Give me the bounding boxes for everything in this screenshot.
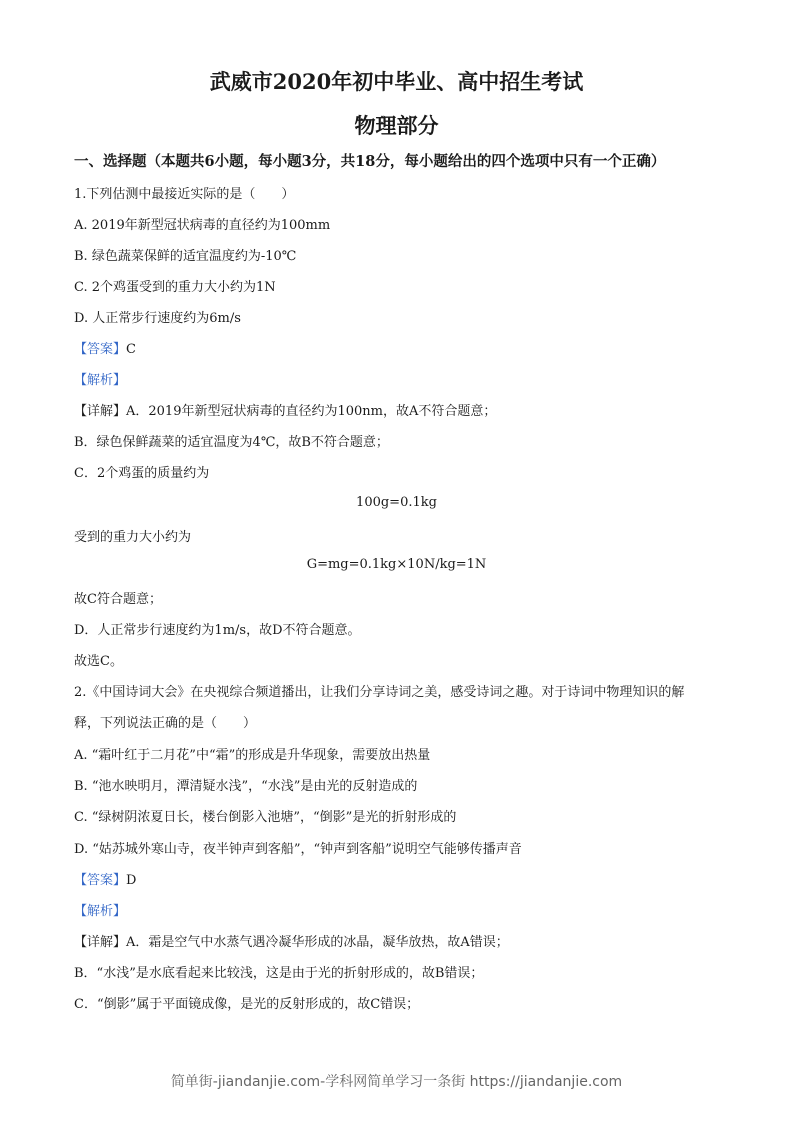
q2-detail-b: B．“水浅”是水底看起来比较浅，这是由于光的折射形成的，故B错误； — [74, 966, 484, 981]
q1-detail-c-conclusion: 故C符合题意； — [74, 592, 162, 607]
q1-stem: 1.下列估测中最接近实际的是（ ） — [74, 187, 295, 202]
q1-final-choice: 故选C。 — [74, 654, 123, 669]
q2-option-a: A. “霜叶红于二月花”中“霜”的形成是升华现象，需要放出热量 — [74, 748, 431, 763]
page-subtitle: 物理部分 — [354, 113, 439, 138]
q1-analysis-tag: 【解析】 — [74, 373, 127, 388]
q1-option-c: C. 2个鸡蛋受到的重力大小约为1N — [74, 280, 276, 295]
q1-detail-a: 【详解】A．2019年新型冠状病毒的直径约为100nm，故A不符合题意； — [74, 404, 497, 419]
q2-detail-a: 【详解】A．霜是空气中水蒸气遇冷凝华形成的冰晶，凝华放热，故A错误； — [74, 935, 509, 950]
q1-detail-b: B．绿色保鲜蔬菜的适宜温度为4℃，故B不符合题意； — [74, 435, 389, 450]
q1-option-b: B. 绿色蔬菜保鲜的适宜温度约为-10℃ — [74, 249, 297, 264]
q1-answer — [74, 338, 136, 357]
q1-equation-mass: 100g=0.1kg — [356, 495, 437, 510]
page-title: 武威市2020年初中毕业、高中招生考试 — [209, 69, 584, 94]
answer-tag: 【答案】 — [74, 342, 127, 357]
q1-detail-gravity: 受到的重力大小约为 — [74, 530, 192, 545]
answer-value: D — [126, 873, 137, 888]
section-heading: 一、选择题（本题共6小题，每小题3分，共18分，每小题给出的四个选项中只有一个正确） — [74, 153, 666, 170]
q1-detail-d: D．人正常步行速度约为1m/s，故D不符合题意。 — [74, 623, 361, 638]
q1-option-a: A. 2019年新型冠状病毒的直径约为100mm — [74, 218, 331, 233]
q2-option-d: D. “姑苏城外寒山寺，夜半钟声到客船”，“钟声到客船”说明空气能够传播声音 — [74, 842, 522, 857]
q2-option-c: C. “绿树阴浓夏日长，楼台倒影入池塘”，“倒影”是光的折射形成的 — [74, 810, 457, 825]
q2-answer — [74, 869, 136, 888]
q1-option-d: D. 人正常步行速度约为6m/s — [74, 311, 241, 326]
footer-watermark: 简单街-jiandanjie.com-学科网简单学习一条街 https://jiandanjie.com — [170, 1074, 623, 1090]
q2-option-b: B. “池水映明月，潭清疑水浅”，“水浅”是由光的反射造成的 — [74, 779, 418, 794]
q1-equation-gravity: G=mg=0.1kg×10N/kg=1N — [306, 557, 487, 572]
answer-value: C — [126, 342, 136, 357]
q2-detail-c: C．“倒影”属于平面镜成像，是光的反射形成的，故C错误； — [74, 997, 420, 1012]
q1-detail-c: C．2个鸡蛋的质量约为 — [74, 466, 210, 481]
q2-stem-line1: 2.《中国诗词大会》在央视综合频道播出，让我们分享诗词之美，感受诗词之趣。对于诗词中物理知识的解 — [74, 685, 685, 700]
q2-analysis-tag: 【解析】 — [74, 904, 127, 919]
q2-stem-line2: 释，下列说法正确的是（ ） — [74, 716, 257, 731]
answer-tag: 【答案】 — [74, 873, 127, 888]
